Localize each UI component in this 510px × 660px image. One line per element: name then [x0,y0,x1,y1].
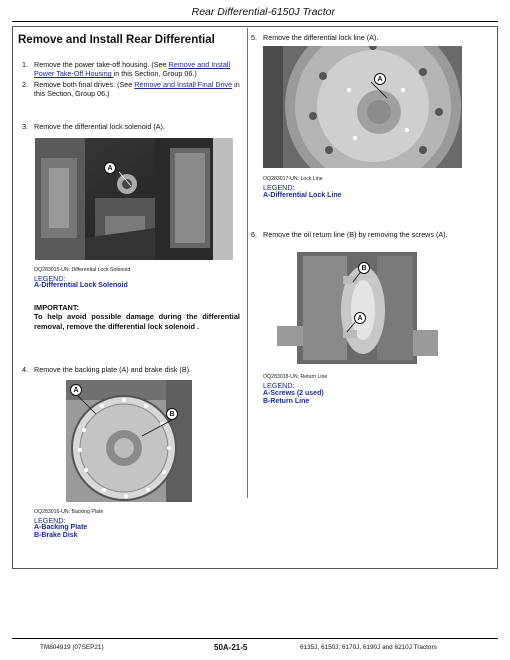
legend-item: A-Backing Plate [34,524,88,531]
important-heading: IMPORTANT: [34,303,80,312]
figure-id: OQ283018-UN: Return Line [263,374,328,380]
step-number: 2. [22,80,28,89]
figure-id: OQ283016-UN: Backing Plate [34,509,104,515]
footer-page-number: 50A-21-5 [214,643,248,652]
figure-id: OQ283015-UN: Differential Lock Solenoid [34,267,131,273]
figure-differential-lock-solenoid [35,138,233,260]
step-number: 1. [22,60,28,69]
callout-a: A [374,73,386,85]
callout-a: A [354,312,366,324]
header-rule [12,21,498,22]
important-body: To help avoid possible damage during the differential removal, remove the differential lock solenoid . [34,312,240,331]
photo-backing-plate [66,380,192,502]
step-1: 1. Remove the power take-off housing. (See Remove and Install Power Take-Off Housing in this Section, Group 06.) [22,60,231,78]
footer-rule [12,638,498,639]
footer-models: 6135J, 6150J, 6170J, 6190J and 6210J Tractors [300,644,437,651]
section-title: Remove and Install Rear Differential [18,34,215,46]
step-4: 4. Remove the backing plate (A) and brake disk (B). [22,365,192,374]
photo-lock-line [263,46,462,168]
link-pto-housing[interactable]: Remove and Install Power Take-Off Housing [34,60,231,78]
photo-return-line [277,246,438,368]
legend-item: B-Brake Disk [34,532,78,539]
figure-id: OQ283017-UN: Lock Line [263,176,323,182]
figure-backing-plate [66,380,192,502]
callout-b: B [166,408,178,420]
figure-return-line [277,246,438,368]
legend-heading: LEGEND: [34,516,66,525]
legend-heading: LEGEND: [263,381,295,390]
legend-item: A-Differential Lock Solenoid [34,282,128,289]
legend-item: A-Screws (2 used) [263,390,324,397]
figure-lock-line [263,46,462,168]
legend-heading: LEGEND: [263,183,295,192]
legend-item: B-Return Line [263,398,310,405]
photo-solenoid [35,138,233,260]
step-6: 6. Remove the oil return line (B) by removing the screws (A). [251,230,448,239]
callout-b: B [358,262,370,274]
page-header-title: Rear Differential-6150J Tractor [191,6,335,18]
step-2: 2. Remove both final drives. (See Remove and Install Final Drive in this Section, Group 06.) [22,80,240,98]
callout-a: A [70,384,82,396]
legend-item: A-Differential Lock Line [263,192,342,199]
link-final-drive[interactable]: Remove and Install Final Drive [134,80,233,89]
step-3: 3. Remove the differential lock solenoid (A). [22,122,165,131]
column-divider [247,28,248,498]
footer-doc-id: TM804919 (07SEP21) [40,644,104,651]
legend-heading: LEGEND: [34,274,66,283]
step-5: 5. Remove the differential lock line (A). [251,33,379,42]
callout-a: A [104,162,116,174]
